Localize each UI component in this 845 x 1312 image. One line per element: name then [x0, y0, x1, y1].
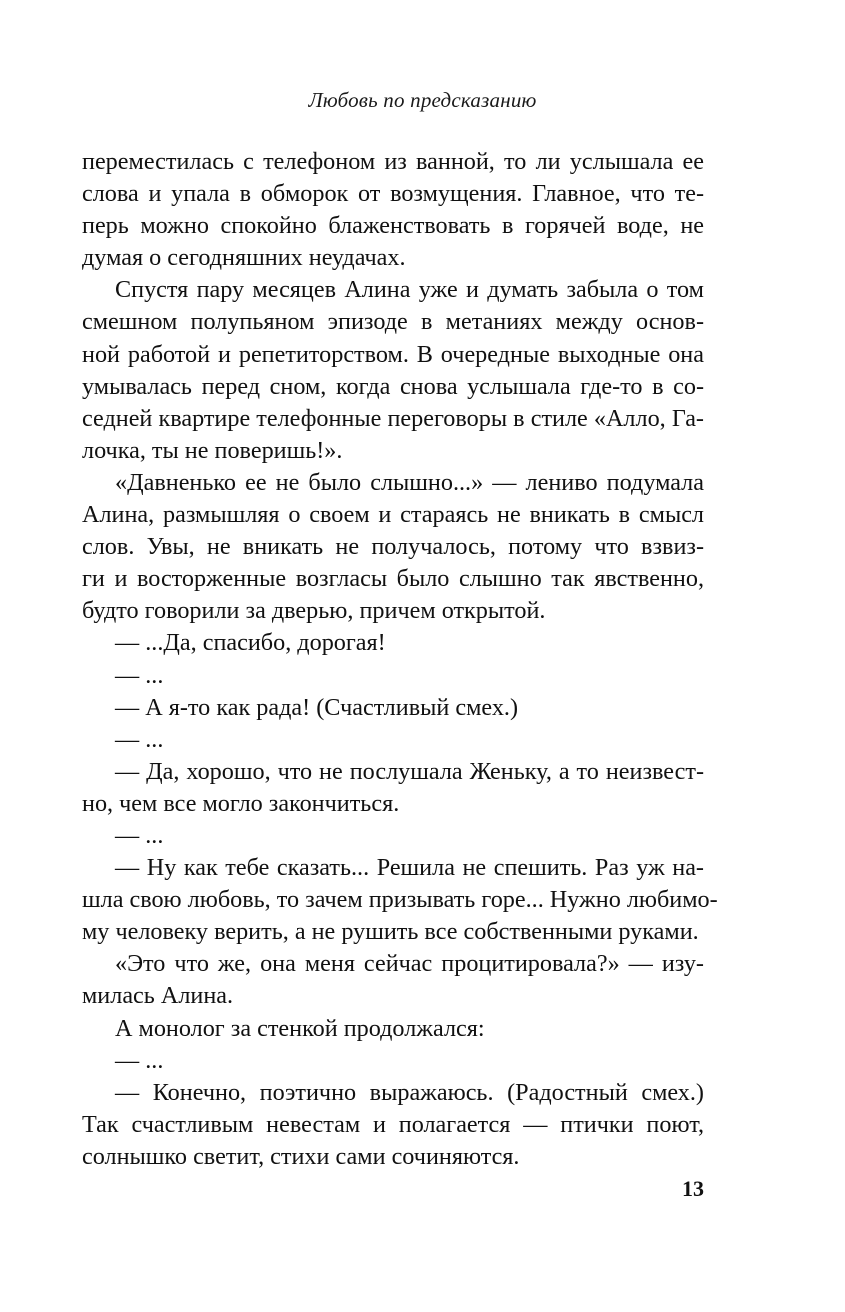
page-number: 13 — [682, 1176, 704, 1201]
text-line: ной работой и репетиторством. В очередные выходные она — [82, 340, 704, 368]
dialogue-line: — ... — [115, 661, 164, 689]
text-line: будто говорили за дверью, причем открытой. — [82, 597, 546, 625]
text-line: «Давненько ее не было слышно...» — лениво подумала — [115, 468, 704, 496]
dialogue-line: но, чем все могло закончиться. — [82, 789, 400, 817]
dialogue-line: му человеку верить, а не рушить все собственными руками. — [82, 918, 699, 946]
dialogue-line: — Ну как тебе сказать... Решила не спешить. Раз уж на- — [115, 854, 704, 882]
text-line: лочка, ты не поверишь!». — [82, 436, 343, 464]
text-line: перь можно спокойно блаженствовать в горячей воде, не — [82, 212, 704, 240]
text-line: Алина, размышляя о своем и стараясь не вникать в смысл — [82, 501, 704, 529]
text-line: ги и восторженные возгласы было слышно так явственно, — [82, 565, 704, 593]
text-line: умывалась перед сном, когда снова услышала где-то в со- — [82, 372, 704, 400]
dialogue-line: — ...Да, спасибо, дорогая! — [115, 629, 386, 657]
text-line: думая о сегодняшних неудачах. — [82, 244, 406, 272]
running-head: Любовь по предсказанию — [308, 88, 537, 112]
dialogue-line: Так счастливым невестам и полагается — птички поют, — [82, 1110, 704, 1138]
dialogue-line: — А я-то как рада! (Счастливый смех.) — [115, 693, 519, 721]
dialogue-line: шла свою любовь, то зачем призывать горе... Нужно любимо- — [82, 886, 718, 914]
body-text — [82, 146, 718, 1173]
text-line: седней квартире телефонные переговоры в стиле «Алло, Га- — [82, 404, 704, 432]
text-line: милась Алина. — [82, 982, 234, 1010]
text-line: слов. Увы, не вникать не получалось, потому что взвиз- — [82, 533, 704, 561]
text-line: Спустя пару месяцев Алина уже и думать забыла о том — [115, 276, 704, 304]
dialogue-line: — Да, хорошо, что не послушала Женьку, а то неизвест- — [115, 757, 704, 785]
text-line: «Это что же, она меня сейчас процитировала?» — изу- — [115, 950, 704, 978]
text-line: А монолог за стенкой продолжался: — [115, 1014, 485, 1042]
text-line: слова и упала в обморок от возмущения. Главное, что те- — [82, 180, 704, 208]
dialogue-line: — Конечно, поэтично выражаюсь. (Радостный смех.) — [115, 1078, 704, 1106]
dialogue-line: — ... — [115, 725, 164, 753]
dialogue-line: — ... — [115, 821, 164, 849]
dialogue-line: солнышко светит, стихи сами сочиняются. — [82, 1142, 520, 1170]
text-line: смешном полупьяном эпизоде в метаниях между основ- — [82, 308, 704, 336]
dialogue-line: — ... — [115, 1046, 164, 1074]
text-line: переместилась с телефоном из ванной, то ли услышала ее — [82, 148, 704, 175]
